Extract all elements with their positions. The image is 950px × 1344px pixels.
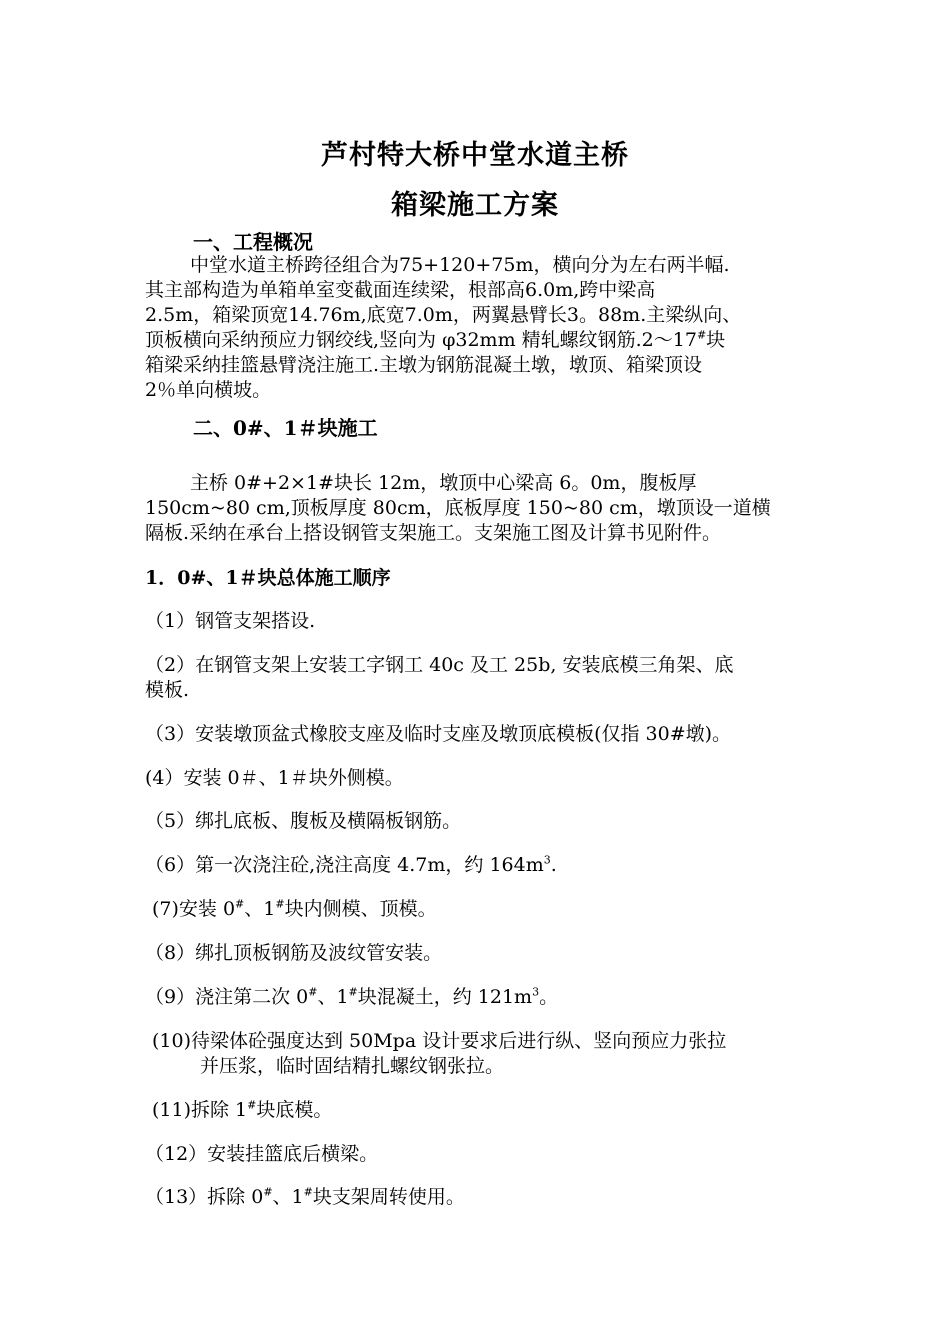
step-9-end: 。 bbox=[539, 986, 559, 1008]
step-12: （12）安装挂篮底后横梁。 bbox=[145, 1143, 379, 1165]
section1-line-1: 中堂水道主桥跨径组合为75+120+75m，横向分为左右两半幅. bbox=[190, 254, 730, 276]
section1-line-4-text: 顶板横向采纳预应力钢绞线,竖向为 φ32mm 精轧螺纹钢筋.2～17 bbox=[145, 329, 697, 351]
title-line-2: 箱梁施工方案 bbox=[391, 190, 559, 221]
step-10-line-2: 并压浆，临时固结精扎螺纹钢张拉。 bbox=[200, 1055, 505, 1077]
step-7-text-c: 块内侧模、顶模。 bbox=[284, 898, 437, 920]
step-6-end: . bbox=[550, 854, 557, 876]
step-7-sup-2: # bbox=[275, 897, 285, 911]
step-11-sup: # bbox=[247, 1098, 257, 1112]
section1-line-4 bbox=[145, 325, 725, 352]
section1-line-4-end: 块 bbox=[706, 329, 726, 351]
section1-line-3: 2.5m，箱梁顶宽14.76m,底宽7.0m，两翼悬臂长3。88m.主梁纵向、 bbox=[145, 304, 742, 326]
step-2-line-2: 模板. bbox=[145, 679, 190, 701]
step-4: (4）安装 0＃、1＃块外侧模。 bbox=[145, 767, 404, 789]
section2-line-3: 隔板.采纳在承台上搭设钢管支架施工。支架施工图及计算书见附件。 bbox=[145, 522, 722, 544]
subsection1-heading: 1．0#、1＃块总体施工顺序 bbox=[145, 567, 391, 589]
step-7 bbox=[152, 894, 437, 921]
title-line-1: 芦村特大桥中堂水道主桥 bbox=[321, 140, 629, 171]
section2-line-1: 主桥 0#+2×1#块长 12m，墩顶中心梁高 6。0m，腹板厚 bbox=[190, 472, 697, 494]
step-13 bbox=[145, 1182, 465, 1209]
step-13-text-a: （13）拆除 0 bbox=[145, 1186, 264, 1208]
step-13-text-c: 块支架周转使用。 bbox=[312, 1186, 465, 1208]
step-7-sup-1: # bbox=[235, 897, 245, 911]
step-8: （8）绑扎顶板钢筋及波纹管安装。 bbox=[145, 942, 443, 964]
section2-heading: 二、0#、1＃块施工 bbox=[193, 416, 378, 440]
section1-heading: 一、工程概况 bbox=[193, 230, 313, 254]
step-10-line-1: (10)待梁体砼强度达到 50Mpa 设计要求后进行纵、竖向预应力张拉 bbox=[152, 1030, 727, 1052]
step-11-text: (11)拆除 1 bbox=[152, 1099, 248, 1121]
step-13-sup-2: # bbox=[303, 1185, 313, 1199]
step-11-end: 块底模。 bbox=[256, 1099, 333, 1121]
section1-line-2: 其主部构造为单箱单室变截面连续梁，根部高6.0m,跨中梁高 bbox=[145, 279, 656, 301]
section2-line-2: 150cm~80 cm,顶板厚度 80cm，底板厚度 150~80 cm，墩顶设一道横 bbox=[145, 497, 771, 519]
step-11 bbox=[152, 1095, 332, 1122]
step-6-text: （6）第一次浇注砼,浇注高度 4.7m，约 164m bbox=[145, 854, 544, 876]
step-13-sup-1: # bbox=[263, 1185, 273, 1199]
step-3: （3）安装墩顶盆式橡胶支座及临时支座及墩顶底模板(仅指 30#墩)。 bbox=[145, 723, 732, 745]
step-9-text-b: 、1 bbox=[317, 986, 349, 1008]
step-5: （5）绑扎底板、腹板及横隔板钢筋。 bbox=[145, 810, 462, 832]
step-9-sup-3: 3 bbox=[532, 985, 540, 999]
step-7-text-a: (7)安装 0 bbox=[152, 898, 236, 920]
section1-line-6: 2％单向横坡。 bbox=[145, 379, 272, 401]
step-9-text-a: （9）浇注第二次 0 bbox=[145, 986, 309, 1008]
step-9 bbox=[145, 982, 558, 1009]
step-7-text-b: 、1 bbox=[244, 898, 276, 920]
step-9-sup-1: # bbox=[308, 985, 318, 999]
step-6 bbox=[145, 850, 557, 877]
section1-line-4-sup: # bbox=[696, 328, 707, 342]
section1-line-5: 箱梁采纳挂篮悬臂浇注施工.主墩为钢筋混凝土墩，墩顶、箱梁顶设 bbox=[145, 354, 703, 376]
step-9-text-c: 块混凝土，约 121m bbox=[357, 986, 533, 1008]
step-2-line-1: （2）在钢管支架上安装工字钢工 40c 及工 25b, 安装底模三角架、底 bbox=[145, 654, 734, 676]
step-13-text-b: 、1 bbox=[272, 1186, 304, 1208]
step-9-sup-2: # bbox=[348, 985, 358, 999]
step-1: （1）钢管支架搭设. bbox=[145, 610, 316, 632]
step-6-sup: 3 bbox=[543, 853, 551, 867]
